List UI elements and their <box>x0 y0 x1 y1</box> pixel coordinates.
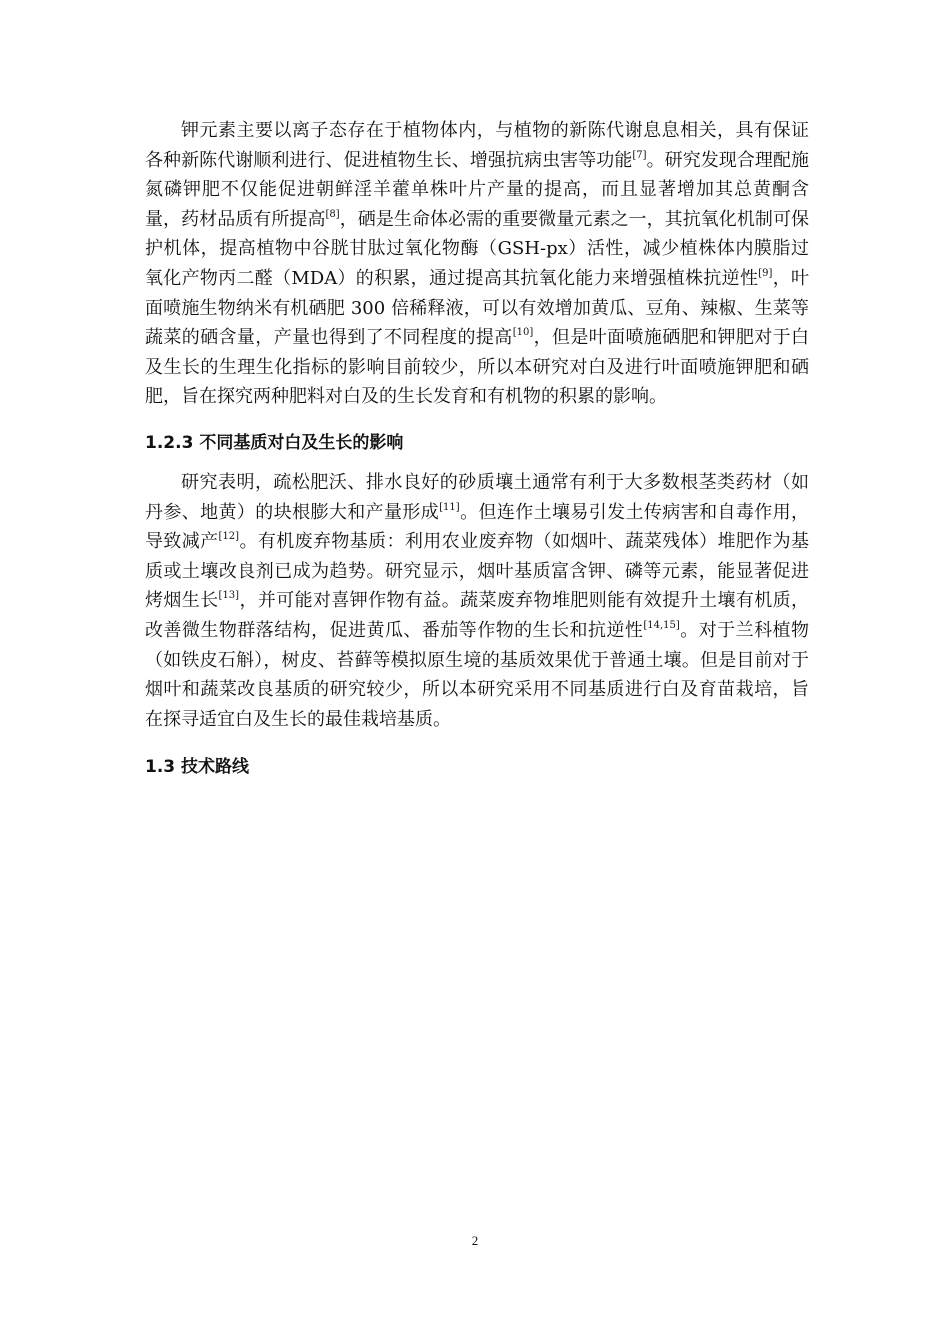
citation-ref: [13] <box>218 590 240 602</box>
paragraph-text: 。研究发现合理配施氮磷钾肥不仅能促进朝鲜淫羊藿单株叶片产量的提高，而且显著增加其总黄酮含量，药材品质有所提高 <box>145 149 810 230</box>
paragraph-text: 钾元素主要以离子态存在于植物体内，与植物的新陈代谢息息相关，具有保证各种新陈代谢顺利进行、促进植物生长、增强抗病虫害等功能 <box>145 120 809 171</box>
citation-ref: [8] <box>325 208 340 220</box>
paragraph-text: 研究表明，疏松肥沃、排水良好的砂质壤土通常有利于大多数根茎类药材（如丹参、地黄）的块根膨大和产量形成 <box>145 471 809 523</box>
page-content <box>145 116 809 779</box>
page-number: 2 <box>471 1233 479 1248</box>
paragraph-text: 。对于兰科植物（如铁皮石斛），树皮、苔藓等模拟原生境的基质效果优于普通土壤。但是目前对于烟叶和蔬菜改良基质的研究较少，所以本研究采用不同基质进行白及育苗栽培，旨在探寻适宜白及生长的最佳栽培基质。 <box>145 619 810 730</box>
paragraph-substrate <box>145 468 809 734</box>
section-heading-1-2-3: 1.2.3 不同基质对白及生长的影响 <box>145 432 404 453</box>
paragraph-text: ，硒是生命体必需的重要微量元素之一，其抗氧化机制可保护机体，提高植物中谷胱甘肽过氧化物酶（GSH-px）活性，减少植株体内膜脂过氧化产物丙二醛（MDA）的积累，通过提高其抗氧化能力来增强植株抗逆性 <box>145 208 810 289</box>
section-heading-1-3: 1.3 技术路线 <box>145 757 250 778</box>
citation-ref: [14,15] <box>643 619 680 631</box>
paragraph-text: 。有机废弃物基质：利用农业废弃物（如烟叶、蔬菜残体）堆肥作为基质或土壤改良剂已成为趋势。研究显示，烟叶基质富含钾、磷等元素，能显著促进烤烟生长 <box>145 531 810 612</box>
citation-ref: [7] <box>632 149 647 161</box>
paragraph-text: 。但连作土壤易引发土传病害和自毒作用，导致减产 <box>145 501 809 553</box>
paragraph-text: ，叶面喷施生物纳米有机硒肥 300 倍稀释液，可以有效增加黄瓜、豆角、辣椒、生菜等蔬菜的硒含量，产量也得到了不同程度的提高 <box>145 267 810 349</box>
paragraph-potassium-selenium <box>145 116 809 412</box>
paragraph-text: ，并可能对喜钾作物有益。蔬菜废弃物堆肥则能有效提升土壤有机质，改善微生物群落结构，促进黄瓜、番茄等作物的生长和抗逆性 <box>145 590 810 641</box>
citation-ref: [9] <box>758 267 773 279</box>
citation-ref: [11] <box>439 501 460 513</box>
citation-ref: [10] <box>512 327 534 339</box>
paragraph-text: ，但是叶面喷施硒肥和钾肥对于白及生长的生理生化指标的影响目前较少，所以本研究对白及进行叶面喷施钾肥和硒肥，旨在探究两种肥料对白及的生长发育和有机物的积累的影响。 <box>145 327 810 408</box>
citation-ref: [12] <box>218 531 240 543</box>
